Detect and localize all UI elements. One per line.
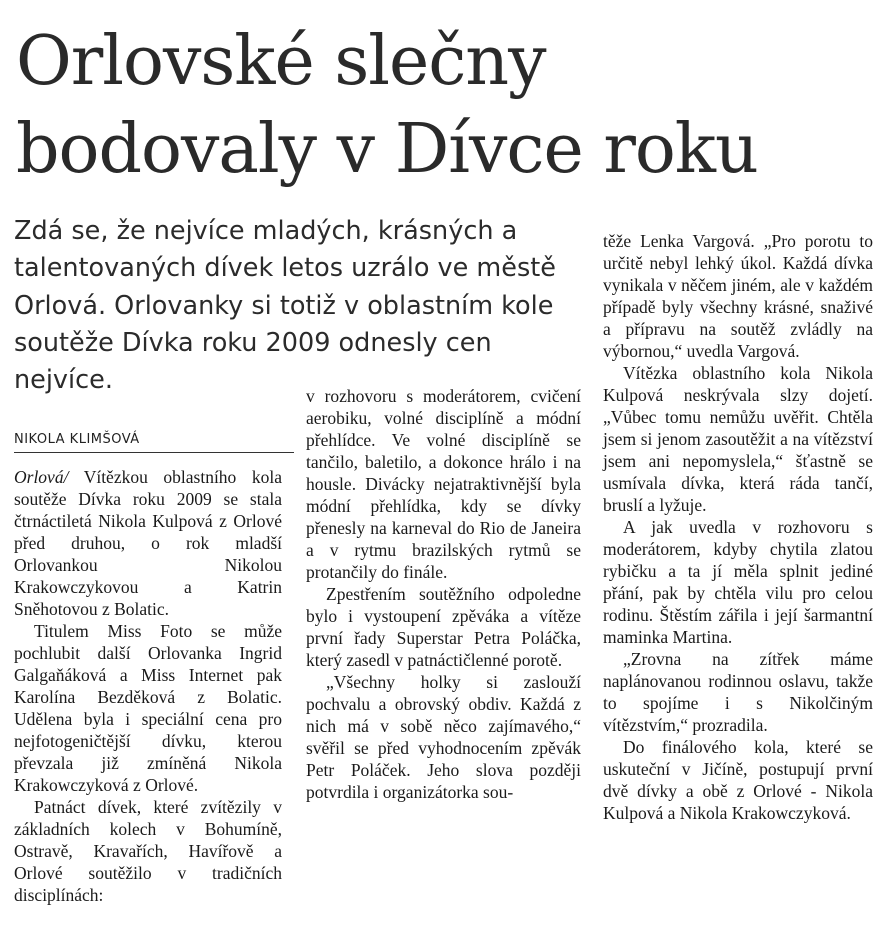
body-paragraph: Titulem Miss Foto se může pochlubit další Orlovanka Ingrid Galgaňáková a Miss Internet pak Karolína Bezděková z Bolatic. Udělena byla i speciální cena pro nejfotogeničtější dívku, kterou převzala již zmíněná Nikola Krakowczyková z Orlové. — [14, 621, 282, 795]
body-paragraph: Vítězka oblastního kola Nikola Kulpová neskrývala slzy dojetí. „Vůbec tomu nemůžu uvěřit. Chtěla jsem si jenom zasoutěžit a na vítězství jsem ani nepomyslela,“ šťastně se usmívala dívka, která ráda tančí, bruslí a lyžuje. — [603, 363, 873, 515]
body-paragraph: „Zrovna na zítřek máme naplánovanou rodinnou oslavu, takže to spojíme i s Nikolčiným vítězstvím,“ prozradila. — [603, 649, 873, 735]
dateline: Orlová/ — [14, 467, 69, 487]
article-column-3 — [603, 230, 873, 824]
body-paragraph: Do finálového kola, které se uskuteční v Jičíně, postupují první dvě dívky a obě z Orlové - Nikola Kulpová a Nikola Krakowczyková. — [603, 737, 873, 823]
author-byline: NIKOLA KLIMŠOVÁ — [14, 432, 140, 447]
body-text: Vítězkou oblastního kola soutěže Dívka roku 2009 se stala čtrnáctiletá Nikola Kulpová z Orlové před druhou, o rok mladší Orlovankou Nikolou Krakowczykovou a Katrin Sněhotovou z Bolatic. — [14, 467, 282, 619]
body-paragraph: těže Lenka Vargová. „Pro porotu to určitě nebyl lehký úkol. Každá dívka vynikala v něčem jiném, ale v každém případě byly všechny krásné, snaživé a přípravu na soutěž zvládly na výbornou,“ uvedla Vargová. — [603, 231, 873, 361]
body-paragraph: „Všechny holky si zaslouží pochvalu a obrovský obdiv. Každá z nich má v sobě něco zajímavého,“ svěřil se před vyhodnocením zpěvák Petr Poláček. Jeho slova později potvrdila i organizátorka sou- — [306, 672, 581, 802]
headline — [16, 18, 876, 194]
byline-rule — [14, 452, 294, 453]
headline-line-2: bodovaly v Dívce roku — [16, 110, 758, 189]
article-column-2 — [306, 385, 581, 803]
body-paragraph — [14, 466, 282, 620]
lead-paragraph: Zdá se, že nejvíce mladých, krásných a talentovaných dívek letos uzrálo ve městě Orlová. Orlovanky si totiž v oblastním kole soutěže Dívka roku 2009 odnesly cen nejvíce. — [14, 216, 556, 396]
body-paragraph: A jak uvedla v rozhovoru s moderátorem, kdyby chytila zlatou rybičku a ta jí měla splnit jediné přání, pak by chtěla vilu pro celou rodinu. Štěstím zářila i její šarmantní maminka Martina. — [603, 517, 873, 647]
body-paragraph: v rozhovoru s moderátorem, cvičení aerobiku, volné disciplíně a módní přehlídce. Ve volné disciplíně se tančilo, baletilo, a dokonce hrálo i na housle. Divácky nejatraktivnější byla módní přehlídka, kdy se dívky přenesly na karneval do Rio de Janeira a v rytmu brazilských rytmů se protančily do finále. — [306, 386, 581, 582]
headline-line-1: Orlovské slečny — [16, 22, 546, 101]
body-paragraph: Zpestřením soutěžního odpoledne bylo i vystoupení zpěváka a vítěze první řady Superstar Petra Poláčka, který zasedl v patnáctičlenné porotě. — [306, 584, 581, 670]
body-paragraph: Patnáct dívek, které zvítězily v základních kolech v Bohumíně, Ostravě, Kravařích, Havířově a Orlové soutěžilo v tradičních disciplínách: — [14, 797, 282, 905]
article-column-1 — [14, 466, 282, 906]
